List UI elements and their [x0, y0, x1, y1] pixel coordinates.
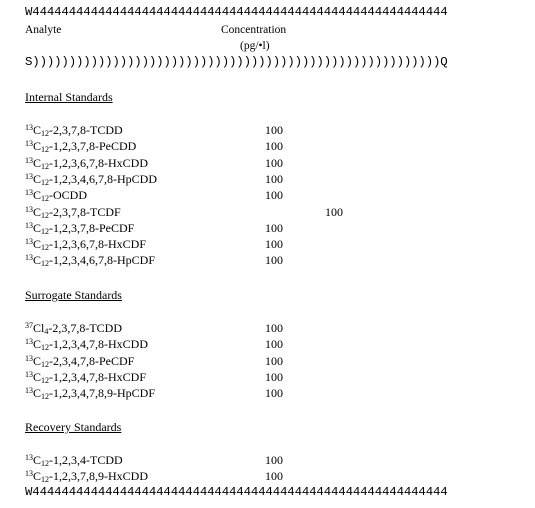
isotope-mass-superscript: 37 [25, 321, 33, 330]
isotope-mass-superscript: 13 [25, 188, 33, 198]
concentration-value: 100 [265, 353, 283, 368]
congener-name: -1,2,3,4,6,7,8-HpCDF [49, 253, 156, 268]
congener-name: -1,2,3,4,6,7,8-HpCDD [49, 171, 158, 186]
atom-count-subscript: 12 [41, 475, 50, 485]
atom-count-subscript: 12 [41, 359, 50, 369]
isotope-mass-superscript: 13 [25, 453, 33, 462]
table-row [25, 468, 525, 484]
isotope-mass-superscript: 13 [25, 204, 33, 214]
congener-name: -1,2,3,6,7,8-HxCDF [49, 237, 147, 252]
table-row [25, 187, 525, 203]
isotope-mass-superscript: 13 [25, 386, 33, 396]
concentration-value: 100 [265, 469, 283, 484]
table-row [25, 171, 525, 187]
analyte-column-header: Analyte [25, 24, 62, 36]
concentration-value: 100 [265, 321, 283, 335]
analyte-name [25, 336, 148, 352]
atom-count-subscript: 12 [41, 226, 50, 236]
isotope-mass-superscript: 13 [25, 469, 33, 479]
table-row [25, 204, 525, 220]
concentration-value: 100 [265, 337, 283, 352]
analyte-name [25, 236, 146, 252]
table-row [25, 353, 525, 369]
analyte-name [25, 138, 136, 154]
concentration-column-header: Concentration [221, 24, 287, 36]
atom-count-subscript: 12 [41, 177, 50, 187]
table-row [25, 155, 525, 171]
isotope-mass-superscript: 13 [25, 171, 33, 181]
analyte-name [25, 171, 157, 187]
concentration-value: 100 [265, 237, 283, 252]
element-symbol: C [33, 237, 42, 252]
analyte-name [25, 187, 87, 203]
element-symbol: C [33, 188, 42, 203]
isotope-mass-superscript: 13 [25, 253, 33, 263]
isotope-mass-superscript: 13 [25, 139, 33, 149]
element-symbol: C [33, 139, 42, 154]
atom-count-subscript: 4 [44, 327, 49, 336]
congener-name: -OCDD [49, 188, 88, 203]
isotope-mass-superscript: 13 [25, 369, 33, 379]
section-title-recovery-standards: Recovery Standards [25, 420, 122, 434]
analyte-name [25, 452, 123, 468]
congener-name: -1,2,3,4,7,8-HxCDF [49, 369, 147, 384]
table-row [25, 236, 525, 252]
concentration-value: 100 [265, 220, 283, 235]
atom-count-subscript: 12 [41, 129, 50, 138]
table-row [25, 385, 525, 401]
element-symbol: C [33, 123, 42, 137]
concentration-value: 100 [265, 386, 283, 401]
congener-name: -1,2,3,6,7,8-HxCDD [49, 155, 149, 170]
isotope-mass-superscript: 13 [25, 123, 33, 132]
isotope-mass-superscript: 13 [25, 337, 33, 347]
analyte-name [25, 122, 123, 138]
bottom-rule: W444444444444444444444444444444444444444444444444444444444 [25, 485, 448, 499]
atom-count-subscript: 12 [41, 145, 50, 155]
isotope-mass-superscript: 13 [25, 237, 33, 247]
section-title-internal-standards: Internal Standards [25, 90, 113, 104]
table-row [25, 452, 525, 468]
section-title-surrogate-standards: Surrogate Standards [25, 288, 122, 302]
element-symbol: C [33, 155, 42, 170]
atom-count-subscript: 12 [41, 210, 50, 220]
congener-name: -1,2,3,4,7,8,9-HpCDF [49, 386, 156, 401]
congener-name: -1,2,3,4-TCDD [49, 453, 123, 467]
atom-count-subscript: 12 [41, 375, 50, 385]
concentration-unit-label: (pg/•l) [240, 40, 270, 52]
element-symbol: C [33, 469, 42, 484]
analyte-name [25, 204, 121, 220]
concentration-value: 100 [265, 253, 283, 268]
atom-count-subscript: 12 [41, 161, 50, 171]
congener-name: -2,3,4,7,8-PeCDF [49, 353, 135, 368]
element-symbol: C [33, 171, 42, 186]
element-symbol: C [33, 453, 42, 467]
concentration-value: 100 [265, 453, 283, 467]
element-symbol: C [33, 386, 42, 401]
isotope-mass-superscript: 13 [25, 220, 33, 230]
isotope-mass-superscript: 13 [25, 155, 33, 165]
atom-count-subscript: 12 [41, 343, 50, 353]
concentration-value: 100 [265, 188, 283, 203]
element-symbol: C [33, 369, 42, 384]
table-row [25, 138, 525, 154]
table-row [25, 320, 525, 336]
table-row [25, 336, 525, 352]
analyte-name [25, 468, 148, 484]
atom-count-subscript: 12 [41, 459, 50, 468]
atom-count-subscript: 12 [41, 243, 50, 253]
element-symbol: C [33, 204, 42, 219]
congener-name: -1,2,3,7,8-PeCDD [49, 139, 137, 154]
concentration-value: 100 [265, 123, 283, 137]
concentration-value: 100 [265, 171, 283, 186]
element-symbol: C [33, 220, 42, 235]
table-row [25, 122, 525, 138]
analyte-name [25, 320, 122, 336]
congener-name: -2,3,7,8-TCDD [49, 123, 123, 137]
table-row [25, 252, 525, 268]
atom-count-subscript: 12 [41, 392, 50, 402]
congener-name: -1,2,3,7,8-PeCDF [49, 220, 135, 235]
atom-count-subscript: 12 [41, 259, 50, 269]
element-symbol: C [33, 253, 42, 268]
analyte-name [25, 252, 155, 268]
analyte-name [25, 369, 146, 385]
table-row [25, 220, 525, 236]
concentration-value: 100 [265, 139, 283, 154]
element-symbol: C [33, 353, 42, 368]
congener-name: -2,3,7,8-TCDD [48, 321, 123, 335]
analyte-name [25, 220, 134, 236]
atom-count-subscript: 12 [41, 194, 50, 204]
element-symbol: C [33, 337, 42, 352]
analyte-name [25, 385, 155, 401]
congener-name: -1,2,3,7,8,9-HxCDD [49, 469, 149, 484]
congener-name: -1,2,3,4,7,8-HxCDD [49, 337, 149, 352]
middle-rule: S))))))))))))))))))))))))))))))))))))))))))))))))))))))))Q [25, 55, 448, 69]
isotope-mass-superscript: 13 [25, 353, 33, 363]
top-rule: W444444444444444444444444444444444444444444444444444444444 [25, 5, 448, 19]
table-row [25, 369, 525, 385]
congener-name: -2,3,7,8-TCDF [49, 204, 121, 219]
analyte-name [25, 155, 148, 171]
concentration-value: 100 [265, 369, 283, 384]
concentration-value: 100 [265, 155, 283, 170]
concentration-value: 100 [325, 204, 343, 219]
element-symbol: Cl [33, 321, 45, 335]
analyte-name [25, 353, 134, 369]
